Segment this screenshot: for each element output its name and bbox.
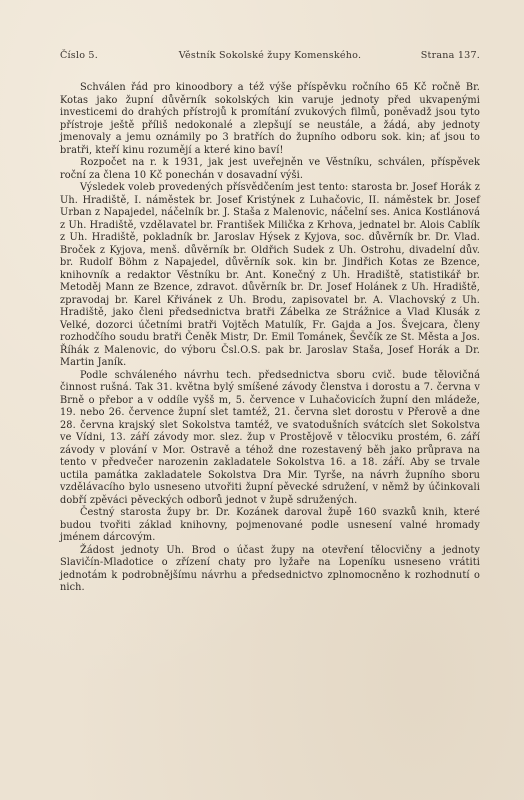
paragraph-budget: Rozpočet na r. k 1931, jak jest uveřejněn ve Věstníku, schválen, příspěvek roční za člena 10 Kč ponechán v dosavadní výši. bbox=[60, 157, 480, 181]
paragraph-cinema: Schválen řád pro kinoodbory a též výše příspěvku ročního 65 Kč ročně Br. Kotas jako župní důvěrník sokolských kin varuje jednoty před ukvapenými investicemi do drahých přístrojů k promítání zvukových filmů, poněvadž jsou tyto přístroje ještě příliš nedokonalé a zlepšují se neustále, a žádá, aby jednoty jmenovaly a jemu oznámily po 3 bratřích do župního odboru sok. kin; ať jsou to bratři, kteří kinu rozumějí a které kino baví! bbox=[60, 82, 480, 156]
article-body bbox=[60, 82, 480, 595]
journal-title: Věstník Sokolské župy Komenského. bbox=[178, 50, 362, 61]
paragraph-requests: Žádost jednoty Uh. Brod o účast župy na otevření tělocvičny a jednoty Slavičín-Mladotice o zřízení chaty pro lyžaře na Lopeníku usneseno vrátiti jednotám k podrobnějšímu návrhu a předsednictvo zplnomocněno k rozhodnutí o nich. bbox=[60, 544, 480, 593]
paragraph-election-results: Výsledek voleb provedených přísvědčením jest tento: starosta br. Josef Horák z Uh. Hradiště, I. náměstek br. Josef Kristýnek z Luhačovic, II. náměstek br. Josef Urban z Napajedel, náčelník br. J. Staša z Malenovic, náčelní ses. Anica Kostlánová z Uh. Hradiště, vzdělavatel br. František Milička z Krhova, jednatel br. Alois Cablík z Uh. Hradiště, pokladník br. Jaroslav Hýsek z Kyjova, soc. důvěrník br. Dr. Vlad. Broček z Kyjova, menš. důvěrník br. Oldřich Sudek z Uh. Ostrohu, divadelní dův. br. Rudolf Böhm z Napajedel, důvěrník sok. kin br. Jindřich Kotas ze Bzence, knihovník a redaktor Věstníku br. Ant. Konečný z Uh. Hradiště, statistikář br. Metoděj Mann ze Bzence, zdravot. důvěrník br. Dr. Josef Holánek z Uh. Hradiště, zpravodaj br. Karel Křivánek z Uh. Brodu, zapisovatel br. A. Vlachovský z Uh. Hradiště, jako členi předsednictva bratři Zábelka ze Strážnice a Vlad Klusák z Velké, dozorci účetními bratři Vojtěch Matulík, Fr. Gajda a Jos. Švejcara, členy rozhodčího soudu bratři Čeněk Mistr, Dr. Emil Tománek, Ševčík ze St. Města a Jos. Říhák z Malenovic, do výboru Čsl.O.S. pak br. Jaroslav Staša, Josef Horák a Dr. Martin Janík. bbox=[60, 182, 480, 368]
paragraph-book-donation: Čestný starosta župy br. Dr. Kozánek daroval župě 160 svazků knih, které budou tvořiti základ knihovny, pojmenované podle usnesení valné hromady jménem dárcovým. bbox=[60, 507, 480, 543]
paragraph-technical-program: Podle schváleného návrhu tech. předsednictva sboru cvič. bude tělovičná činnost rušná. Tak 31. května bylý smíšené závody členstva i dorostu a 7. června v Brně o přebor a v oddíle vyšš m, 5. července v Luhačovicích župní den mládeže, 19. nebo 26. července župní slet tamtéž, 21. června slet dorostu v Přerově a dne 28. června krajský slet Sokolstva tamtéž, ve svatodušních svátcích slet Sokolstva ve Vídni, 13. září závody mor. slez. žup v Prostějově v tělocviku prostém, 6. září závody v plování v Mor. Ostravě a téhož dne rozestavený běh jako průprava na tento v předvečer narozenin zakladatele Sokolstva 16. a 18. září. Aby se trvale uctila památka zakladatele Sokolstva Dra Mir. Tyrše, na návrh župního sboru vzdělávacího bylo usneseno utvořiti župní pěvecké sdružení, v němž by účinkovali dobří zpěváci pěveckých odborů jednot v župě sdružených. bbox=[60, 369, 480, 506]
page-number: Strana 137. bbox=[420, 50, 480, 61]
issue-number: Číslo 5. bbox=[60, 50, 98, 61]
running-header bbox=[60, 50, 480, 66]
